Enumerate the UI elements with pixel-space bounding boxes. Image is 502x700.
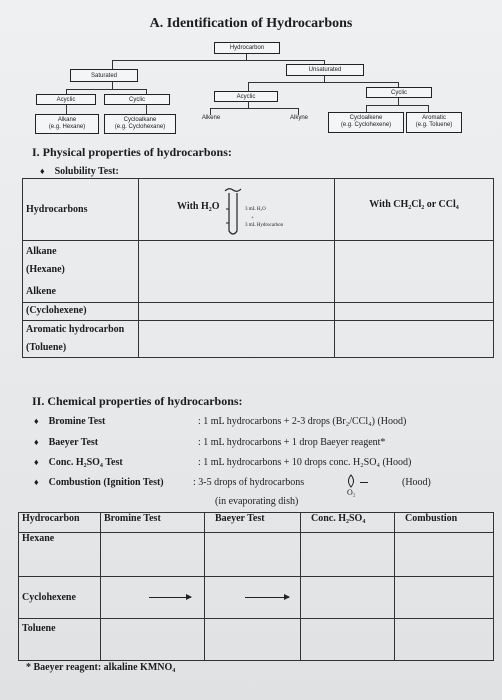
cell-bromine[interactable]: [101, 533, 205, 577]
cell-baeyer[interactable]: [205, 533, 301, 577]
test-name-baeyer: ♦ Baeyer Test: [34, 437, 98, 448]
col-header-h2so4: Conc. H₂SO₄: [301, 513, 395, 533]
unsaturated-cyclic-node: Cyclic: [366, 87, 432, 98]
solubility-test-label: ♦ Solubility Test:: [40, 166, 119, 177]
col-header-combustion: Combustion: [395, 513, 494, 533]
tube-hydrocarbon-label: 3 mL Hydrocarbon: [245, 223, 284, 228]
cell-combustion[interactable]: [395, 619, 494, 661]
tree-connector: [298, 108, 299, 115]
hood-label: (Hood): [402, 477, 431, 488]
tree-connector: [246, 53, 247, 60]
alkane-example: (e.g. Hexane): [48, 123, 86, 130]
tree-connector: [398, 98, 399, 105]
col-header-baeyer: Baeyer Test: [205, 513, 301, 533]
col-header-bromine: Bromine Test: [101, 513, 205, 533]
tree-connector: [146, 104, 147, 114]
saturated-cyclic-node: Cyclic: [104, 94, 170, 105]
evaporating-dish-note: (in evaporating dish): [215, 496, 299, 507]
row-hexane: Hexane: [19, 533, 101, 577]
chemical-tests-table: [18, 512, 494, 661]
cell-baeyer[interactable]: [205, 577, 301, 619]
test-desc-h2so4: : 1 mL hydrocarbons + 10 drops conc. H₂SO₄ (Hood): [198, 457, 412, 468]
row-alkane-example: (Hexane): [26, 264, 65, 275]
alkene-label: Alkene: [201, 115, 221, 121]
test-name-combustion: ♦ Combustion (Ignition Test): [34, 477, 164, 488]
aromatic-node: [406, 112, 462, 133]
cycloalkane-node: [104, 114, 176, 134]
cell-bromine[interactable]: [101, 577, 205, 619]
cell-baeyer[interactable]: [205, 619, 301, 661]
tube-plus-label: +: [251, 216, 254, 221]
section2-heading: II. Chemical properties of hydrocarbons:: [32, 394, 243, 408]
flame-icon: [344, 474, 358, 488]
cell-solubility-h2o[interactable]: [139, 241, 335, 303]
oxygen-label: O₂: [347, 488, 356, 497]
saturated-node: Saturated: [70, 69, 138, 82]
test-desc-bromine: : 1 mL hydrocarbons + 2-3 drops (Br₂/CCl₄) (Hood): [198, 416, 407, 427]
section1-heading: I. Physical properties of hydrocarbons:: [32, 145, 232, 159]
tree-connector: [210, 108, 211, 115]
row-alkane-name: Alkane: [26, 246, 57, 257]
test-tube-icon: [223, 183, 243, 239]
col-header-h2o: [139, 179, 335, 241]
test-name-bromine: ♦ Bromine Test: [34, 416, 105, 427]
arrow-icon: [245, 597, 289, 598]
row-toluene: Toluene: [19, 619, 101, 661]
tree-connector: [66, 89, 146, 90]
tree-connector: [112, 60, 324, 61]
saturated-acyclic-node: Acyclic: [36, 94, 96, 105]
aromatic-label: Aromatic: [422, 115, 446, 121]
tube-water-label: 3 mL H₂O: [245, 207, 266, 212]
cycloalkene-label: Cycloalkene: [349, 115, 383, 121]
arrow-icon: [149, 597, 191, 598]
cell-solubility-organic[interactable]: [335, 303, 494, 321]
page-title: A. Identification of Hydrocarbons: [149, 16, 353, 31]
cell-bromine[interactable]: [101, 619, 205, 661]
cell-h2so4[interactable]: [301, 577, 395, 619]
tree-connector: [248, 82, 249, 91]
row-aromatic: [23, 321, 139, 358]
aromatic-example: (e.g. Toluene): [415, 121, 453, 128]
cell-h2so4[interactable]: [301, 533, 395, 577]
col-header-h2o-label: With H₂O: [177, 201, 220, 212]
tree-connector: [366, 105, 428, 106]
tree-connector: [210, 108, 298, 109]
cell-solubility-organic[interactable]: [335, 321, 494, 358]
unsaturated-node: Unsaturated: [286, 64, 364, 76]
alkane-node: [35, 114, 99, 134]
col-header-hydrocarbons: Hydrocarbons: [23, 179, 139, 241]
tree-connector: [112, 60, 113, 69]
tree-connector: [66, 104, 67, 114]
tree-connector: [112, 82, 113, 89]
cell-combustion[interactable]: [395, 533, 494, 577]
row-alkene-name: Alkene: [26, 286, 56, 297]
test-desc-baeyer: : 1 mL hydrocarbons + 1 drop Baeyer reagent*: [198, 437, 386, 448]
cycloalkene-example: (e.g. Cyclohexene): [340, 121, 392, 128]
cell-combustion[interactable]: [395, 577, 494, 619]
row-aromatic-name: Aromatic hydrocarbon: [26, 324, 125, 335]
cycloalkane-label: Cycloalkane: [123, 117, 157, 123]
col-header-hydrocarbon: Hydrocarbon: [19, 513, 101, 533]
row-alkene-example: (Cyclohexene): [23, 303, 139, 321]
row-alkane: [23, 241, 139, 303]
solubility-table: [22, 178, 494, 358]
cycloalkane-example: (e.g. Cyclohexane): [114, 123, 166, 130]
cell-solubility-h2o[interactable]: [139, 303, 335, 321]
tree-connector: [248, 82, 398, 83]
tree-connector: [428, 105, 429, 112]
cycloalkene-node: [328, 112, 404, 133]
test-name-h2so4: ♦ Conc. H₂SO₄ Test: [34, 457, 123, 468]
tree-connector: [366, 105, 367, 112]
cell-solubility-organic[interactable]: [335, 241, 494, 303]
alkane-label: Alkane: [57, 117, 77, 123]
unsaturated-acyclic-node: Acyclic: [214, 91, 278, 102]
row-aromatic-example: (Toluene): [26, 342, 67, 353]
test-desc-combustion: : 3-5 drops of hydrocarbons: [193, 477, 305, 488]
alkyne-label: Alkyne: [289, 115, 308, 121]
cell-solubility-h2o[interactable]: [139, 321, 335, 358]
col-header-organic-solvent: With CH₂Cl₂ or CCl₄: [335, 179, 494, 241]
footnote: * Baeyer reagent: alkaline KMNO₄: [26, 662, 176, 673]
cell-h2so4[interactable]: [301, 619, 395, 661]
row-cyclohexene: Cyclohexene: [19, 577, 101, 619]
hydrocarbon-node: Hydrocarbon: [214, 42, 280, 54]
arrow-icon: [360, 482, 368, 483]
